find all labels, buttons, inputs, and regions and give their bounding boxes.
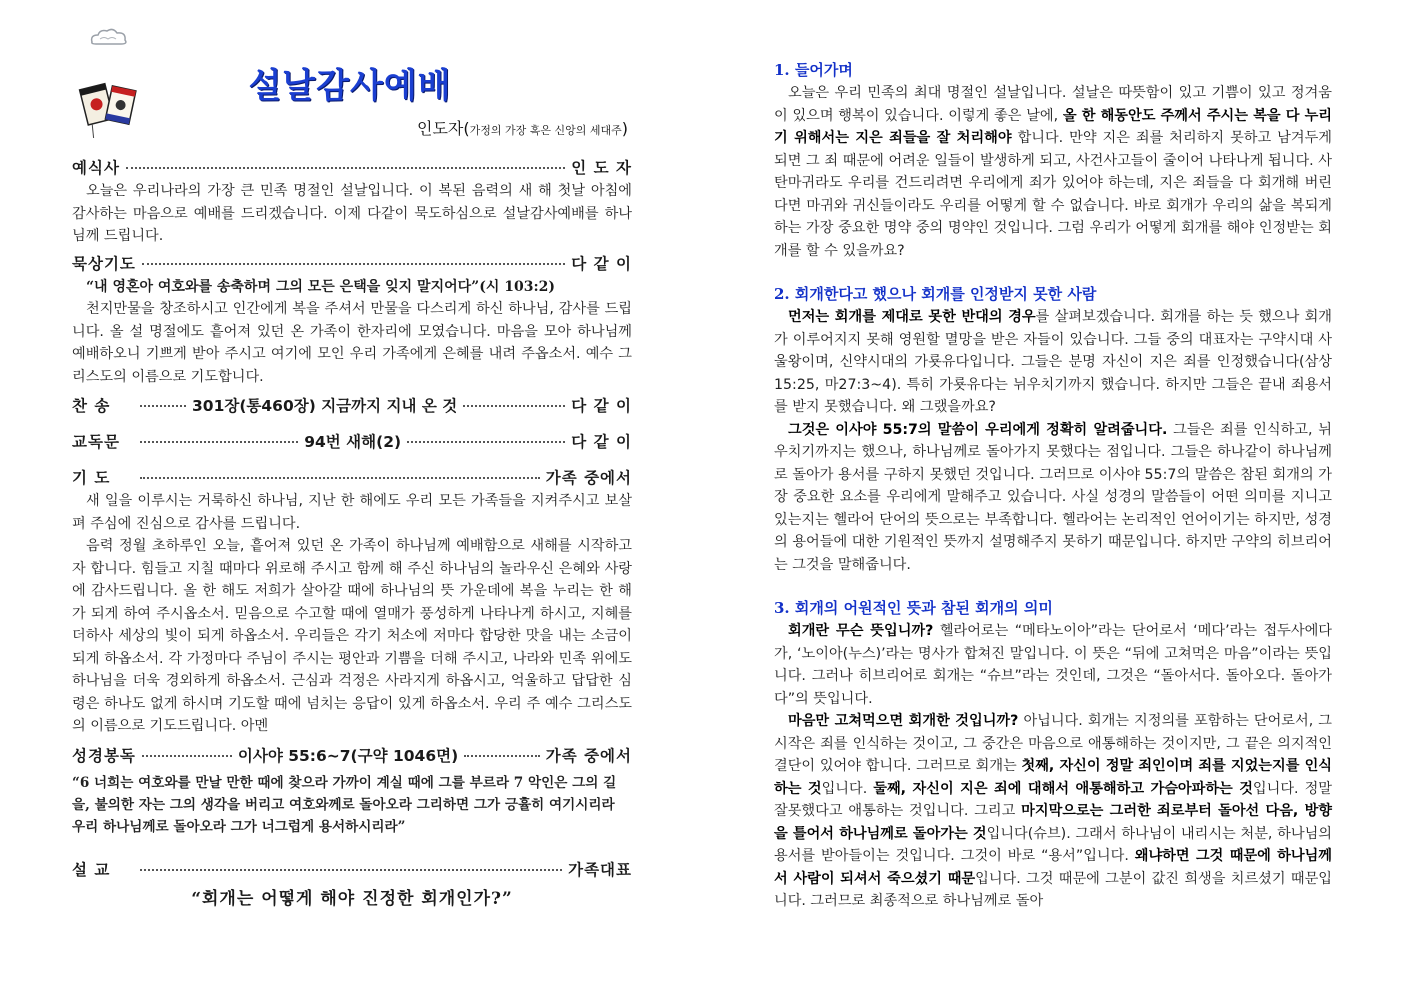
- leader-dots: [407, 441, 565, 443]
- section-2-paragraph-2: 그것은 이사야 55:7의 말씀이 우리에게 정확히 알려줍니다. 그들은 죄를 인식하고, 뉘우치기까지는 했으나, 하나님께로 돌아가지 못했다는 점입니다. 그들은 하나같이 하나님께로 돌아가 용서를 구하지 못했던 것입니다. 그러므로 이사야 55:7의 말씀은 참된 회개의 가장 중요한 요소를 우리에게 말해주고 있습니다. 사실 성경의 말씀들이 어떤 의미를 지니고 있는지는 헬라어 단어의 뜻으로는 부족합니다. 헬라어는 논리적인 언어이기는 하지만, 성경의 용어들에 대한 기원적인 뜻까지 설명해주지 못하기 때문입니다. 하지만 구약의 히브리어는 그것을 말해줍니다.: [774, 421, 1332, 573]
- order-label: 예식사: [72, 159, 120, 177]
- prayer-text-1: 새 일을 이루시는 거룩하신 하나님, 지난 한 해에도 우리 모든 가족들을 지켜주시고 보살펴 주심에 진심으로 감사를 드립니다.: [72, 493, 632, 532]
- leader-label: 인도자: [417, 119, 464, 138]
- reading-title: 94번 새해(2): [304, 433, 402, 451]
- right-page: [700, 0, 1403, 992]
- section-heading-2: 2. 회개한다고 했으나 회개를 인정받지 못한 사람: [774, 285, 1097, 303]
- meditation-verse: “내 영혼아 여호와를 송축하며 그의 모든 은택을 잊지 말지어다”(시 103:2): [86, 278, 555, 295]
- leader-dots: [140, 869, 562, 871]
- order-row-reading: [72, 428, 632, 454]
- order-row-meditation: [72, 250, 632, 276]
- opening-text: 오늘은 우리나라의 가장 큰 민족 명절인 설날입니다. 이 복된 음력의 새 해 첫날 아침에 감사하는 마음으로 예배를 드리겠습니다. 이제 다같이 묵도하심으로 설날감사예배를 하나님께 드립니다.: [72, 183, 632, 244]
- sermon-title: “회개는 어떻게 해야 진정한 회개인가?”: [191, 888, 513, 909]
- order-performer: 인 도 자: [571, 159, 632, 177]
- order-label: 성경봉독: [72, 746, 136, 765]
- sermon-body: [774, 58, 1332, 913]
- leader-dots: [464, 755, 540, 757]
- order-row-sermon: [72, 856, 632, 882]
- section-1-paragraph: 오늘은 우리 민족의 최대 명절인 설날입니다. 설날은 따뜻함이 있고 기쁨이 있고 정겨움이 있으며 행복이 있습니다. 이렇게 좋은 날에, 올 한 해동안도 주께서 주시는 복을 다 누리기 위해서는 지은 죄들을 잘 처리해야 합니다. 만약 지은 죄를 처리하지 못하고 남겨두게 되면 그 죄 때문에 어려운 일들이 발생하게 되고, 사건사고들이 줄이어 나타나게 됩니다. 사탄마귀라도 우리를 건드리려면 우리에게 죄가 있어야 하는데, 지은 죄들을 다 회개해 버린다면 마귀와 귀신들이라도 우리를 어떻게 할 수 없습니다. 바로 회개가 우리의 삶을 복되게 하는 가장 중요한 명약 중의 명약인 것입니다. 그럼 우리가 어떻게 회개를 해야 인정받는 회개를 할 수 있을까요?: [774, 85, 1333, 259]
- page-title: 설날감사예배: [248, 66, 452, 106]
- left-page: [0, 0, 700, 992]
- order-label: 교독문: [72, 433, 120, 451]
- hymn-title: 301장(통460장) 지금까지 지내 온 것: [192, 397, 458, 415]
- worship-order: [72, 154, 632, 909]
- scripture-ref: 이사야 55:6~7(구약 1046면): [237, 746, 459, 765]
- leader-dots: [126, 167, 565, 169]
- leader-line: 인도자(가정의 가장 혹은 신앙의 세대주): [417, 119, 628, 138]
- leader-dots: [463, 405, 565, 407]
- order-label: 설 교: [72, 860, 111, 879]
- order-label: 기 도: [72, 469, 111, 487]
- leader-dots: [142, 263, 565, 265]
- order-performer: 다 같 이: [571, 254, 632, 273]
- order-performer: 가족 중에서: [545, 746, 632, 765]
- leader-note: 가정의 가장 혹은 신앙의 세대주: [469, 124, 622, 137]
- section-3-paragraph-2: 마음만 고쳐먹으면 회개한 것입니까? 아닙니다. 회개는 지정의를 포함하는 단어로서, 그 시작은 죄를 인식하는 것이고, 그 중간은 마음으로 애통해하는 것이지만, 그 끝은 의지적인 결단이 있어야 합니다. 그러므로 회개는 첫째, 자신이 정말 죄인이며 죄를 지었는지를 인식하는 것입니다. 둘째, 자신이 지은 죄에 대해서 애통해하고 가슴아파하는 것입니다. 정말 잘못했다고 애통하는 것입니다. 그리고 마지막으로는 그러한 죄로부터 돌아선 다음, 방향을 틀어서 하나님께로 돌아가는 것입니다(슈브). 그래서 하나님이 내리시는 처분, 하나님의 용서를 받아들이는 것입니다. 그것이 바로 “용서”입니다. 왜냐하면 그것 때문에 하나님께서 사람이 되셔서 죽으셨기 때문입니다. 그것 때문에 그분이 값진 희생을 치르셨기 때문입니다. 그러므로 최종적으로 하나님께로 돌아: [774, 713, 1333, 909]
- order-row-hymn: [72, 392, 632, 418]
- order-performer: 다 같 이: [571, 433, 632, 451]
- meditation-text: 천지만물을 창조하시고 인간에게 복을 주셔서 만물을 다스리게 하신 하나님, 감사를 드립니다. 올 설 명절에도 흩어져 있던 온 가족이 한자리에 모였습니다. 마음을 모아 하나님께 예배하오니 기쁘게 받아 주시고 여기에 모인 우리 가족에게 은혜를 내려 주옵소서. 예수 그리스도의 이름으로 기도합니다.: [72, 301, 632, 385]
- order-performer: 가족 중에서: [545, 469, 632, 487]
- leader-dots: [140, 405, 186, 407]
- order-performer: 다 같 이: [571, 397, 632, 415]
- cloud-icon: [88, 26, 130, 48]
- leader-dots: [140, 441, 298, 443]
- section-heading-1: 1. 들어가며: [774, 61, 853, 79]
- order-row-prayer: [72, 464, 632, 490]
- order-performer: 가족대표: [568, 860, 632, 879]
- order-row-scripture: [72, 742, 632, 768]
- prayer-text-2: 음력 정월 초하루인 오늘, 흩어져 있던 온 가족이 하나님께 예배함으로 새해를 시작하고자 합니다. 힘들고 지칠 때마다 위로해 주시고 함께 해 주신 하나님의 놀라우신 은혜와 사랑에 감사드립니다. 올 한 해도 저희가 살아갈 때에 하나님의 뜻 가운데에 복을 누리는 한 해가 되게 하여 주시옵소서. 믿음으로 수고할 때에 열매가 풍성하게 나타나게 하시고, 지혜를 더하사 세상의 빛이 되게 하옵소서. 우리들은 각기 처소에 저마다 합당한 맛을 내는 소금이 되게 하옵소서. 각 가정마다 주님이 주시는 평안과 기쁨을 더해 주시고, 나라와 민족 위에도 하나님을 더욱 경외하게 하옵소서. 근심과 걱정은 사라지게 하옵시고, 억울하고 답답한 심령은 하나도 없게 하시며 기도할 때에 넘치는 응답이 있게 하옵소서. 우리 주 예수 그리스도의 이름으로 기도드립니다. 아멘: [72, 538, 632, 734]
- order-label: 찬 송: [72, 397, 111, 415]
- kite-icon: [76, 76, 140, 138]
- section-3-paragraph-1: 회개란 무슨 뜻입니까? 헬라어로는 “메타노이아”라는 단어로서 ‘메다’라는 접두사에다가, ‘노이아(누스)’라는 명사가 합쳐진 말입니다. 이 뜻은 “뒤에 고쳐먹은 마음”이라는 뜻입니다. 그러나 히브리어로 회개는 “슈브”라는 것인데, 그것은 “돌아서다. 돌아오다. 돌아가다”의 뜻입니다.: [774, 623, 1332, 707]
- section-2-paragraph-1: 먼저는 회개를 제대로 못한 반대의 경우를 살펴보겠습니다. 회개를 하는 듯 했으나 회개가 이루어지지 못해 영원할 멸망을 받은 자들이 있습니다. 그들 중의 대표자는 구약시대 사울왕이며, 신약시대의 가룟유다입니다. 그들은 분명 자신이 지은 죄를 인정했습니다(삼상15:25, 마27:3~4). 특히 가룟유다는 뉘우치기까지 했습니다. 하지만 그들은 끝내 죄용서를 받지 못했습니다. 왜 그랬을까요?: [774, 309, 1332, 415]
- scripture-text: “6 너희는 여호와를 만날 만한 때에 찾으라 가까이 계실 때에 그를 부르라 7 악인은 그의 길을, 불의한 자는 그의 생각을 버리고 여호와께로 돌아오라 그리하면 그가 긍휼히 여기시리라 우리 하나님께로 돌아오라 그가 너그럽게 용서하시리라”: [72, 774, 617, 835]
- order-row-opening: [72, 154, 632, 180]
- order-label: 묵상기도: [72, 254, 136, 273]
- section-heading-3: 3. 회개의 어원적인 뜻과 참된 회개의 의미: [774, 599, 1053, 617]
- leader-dots: [142, 755, 232, 757]
- leader-dots: [140, 477, 540, 479]
